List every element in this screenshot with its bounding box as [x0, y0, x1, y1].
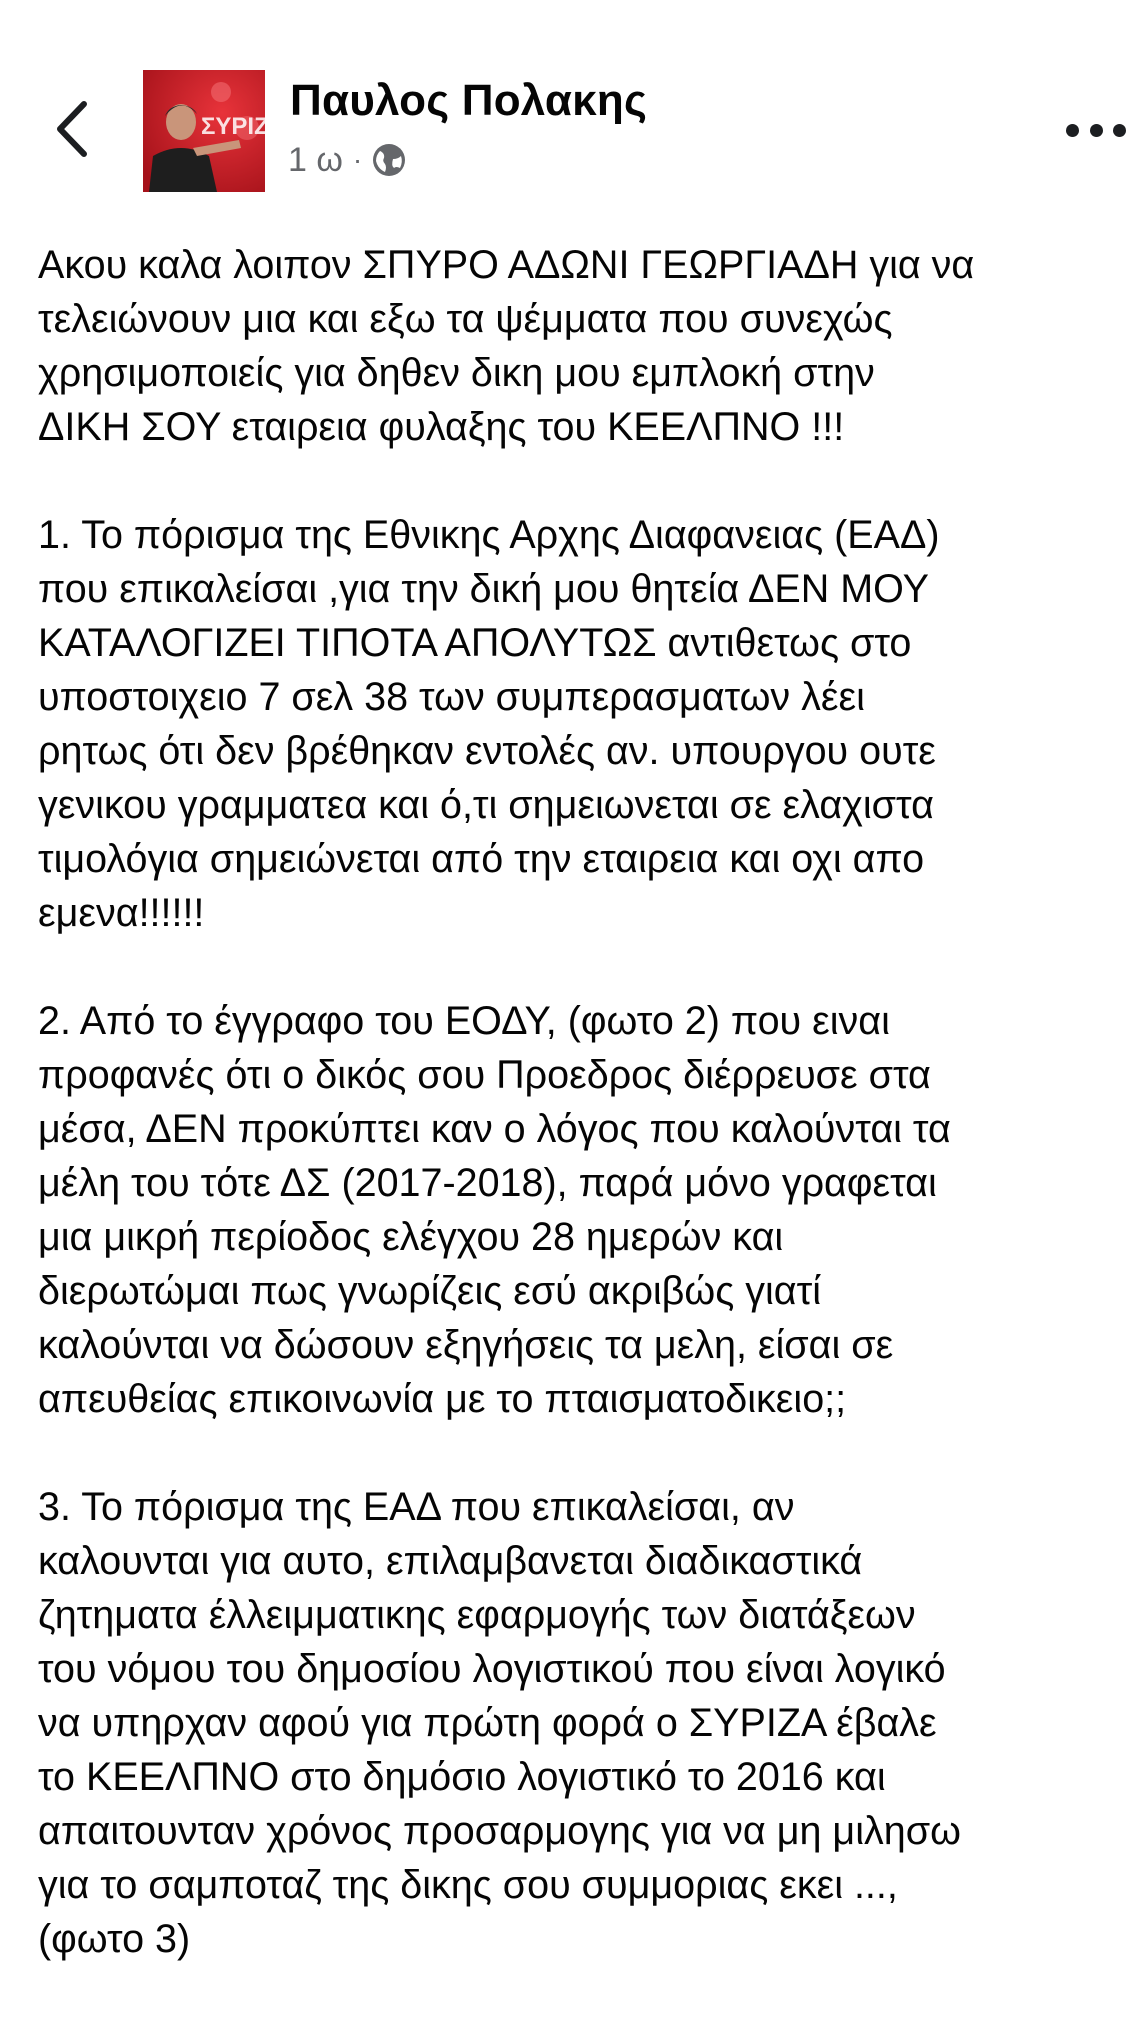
post-line: χρησιμοποιείς για δηθεν δικη μου εμπλοκή στην: [38, 351, 875, 395]
post-line: 1. Το πόρισμα της Εθνικης Αρχης Διαφανειας (ΕΑΔ): [38, 513, 940, 557]
post-meta: [288, 138, 407, 182]
post-line: καλούνται να δώσουν εξηγήσεις τα μελη, είσαι σε: [38, 1323, 894, 1367]
post-line: να υπηρχαν αφού για πρώτη φορά ο ΣΥΡΙΖΑ έβαλε: [38, 1701, 937, 1745]
post-paragraph: [38, 1480, 1118, 1966]
author-name[interactable]: Παυλος Πολακης: [290, 76, 648, 125]
post-line: για το σαμποταζ της δικης σου συμμοριας εκει ...,: [38, 1863, 898, 1907]
post-text: [38, 238, 1118, 2020]
post-line: καλουνται για αυτο, επιλαμβανεται διαδικαστικά: [38, 1539, 863, 1583]
post-paragraph: [38, 508, 1118, 940]
post-line: διερωτώμαι πως γνωρίζεις εσύ ακριβώς γιατί: [38, 1269, 821, 1313]
more-dot-icon: [1090, 124, 1103, 137]
post-paragraph: [38, 994, 1118, 1426]
post-line: Ακου καλα λοιπον ΣΠΥΡΟ ΑΔΩΝΙ ΓΕΩΡΓΙΑΔΗ για να: [38, 243, 975, 287]
post-line: προφανές ότι ο δικός σου Προεδρος διέρρευσε στα: [38, 1053, 931, 1097]
post-header: [0, 0, 1141, 220]
post-line: τελειώνουν μια και εξω τα ψέμματα που συνεχώς: [38, 297, 893, 341]
chevron-left-icon: [52, 98, 92, 160]
more-dot-icon: [1113, 124, 1126, 137]
post-line: ΚΑΤΑΛΟΓΙΖΕΙ ΤΙΠΟΤΑ ΑΠΟΛΥΤΩΣ αντιθετως στο: [38, 621, 912, 665]
post-line: υποστοιχειο 7 σελ 38 των συμπερασματων λέει: [38, 675, 865, 719]
post-line: εμενα!!!!!!: [38, 891, 205, 935]
more-options-button[interactable]: [1066, 112, 1126, 148]
post-line: ΔΙΚΗ ΣΟΥ εταιρεια φυλαξης του ΚΕΕΛΠΝΟ !!!: [38, 405, 845, 449]
more-dot-icon: [1066, 124, 1079, 137]
avatar-image: [143, 70, 287, 192]
post-line: ρητως ότι δεν βρέθηκαν εντολές αν. υπουργου ουτε: [38, 729, 936, 773]
post-line: μια μικρή περίοδος ελέγχου 28 ημερών και: [38, 1215, 784, 1259]
globe-icon[interactable]: [371, 142, 407, 178]
post-line: (φωτο 3): [38, 1917, 191, 1961]
post-line: τιμολόγια σημειώνεται από την εταιρεια και οχι απο: [38, 837, 925, 881]
post-line: απευθείας επικοινωνία με το πταισματοδικειο;;: [38, 1377, 847, 1421]
post-line: απαιτουνταν χρόνος προσαρμογης για να μη μιλησω: [38, 1809, 961, 1853]
post-line: 3. Το πόρισμα της ΕΑΔ που επικαλείσαι, αν: [38, 1485, 795, 1529]
back-button[interactable]: [44, 92, 100, 166]
post-line: του νόμου του δημοσίου λογιστικού που είναι λογικό: [38, 1647, 946, 1691]
post-line: το ΚΕΕΛΠΝΟ στο δημόσιο λογιστικό το 2016 και: [38, 1755, 886, 1799]
post-line: μέλη του τότε ΔΣ (2017-2018), παρά μόνο γραφεται: [38, 1161, 937, 1205]
post-line: που επικαλείσαι ,για την δική μου θητεία ΔΕΝ ΜΟΥ: [38, 567, 929, 611]
post-paragraph: [38, 238, 1118, 454]
post-timestamp[interactable]: 1 ω: [288, 140, 343, 179]
meta-separator: ·: [352, 144, 363, 175]
post-line: 2. Από το έγγραφο του ΕΟΔΥ, (φωτο 2) που ειναι: [38, 999, 890, 1043]
post-line: ζητηματα έλλειμματικης εφαρμογής των διατάξεων: [38, 1593, 916, 1637]
avatar-logo-text: ΣΥΡΙΖΑ: [201, 113, 287, 140]
post-line: γενικου γραμματεα και ό,τι σημειωνεται σε ελαχιστα: [38, 783, 934, 827]
avatar[interactable]: [143, 70, 287, 192]
post-line: μέσα, ΔΕΝ προκύπτει καν ο λόγος που καλούνται τα: [38, 1107, 951, 1151]
